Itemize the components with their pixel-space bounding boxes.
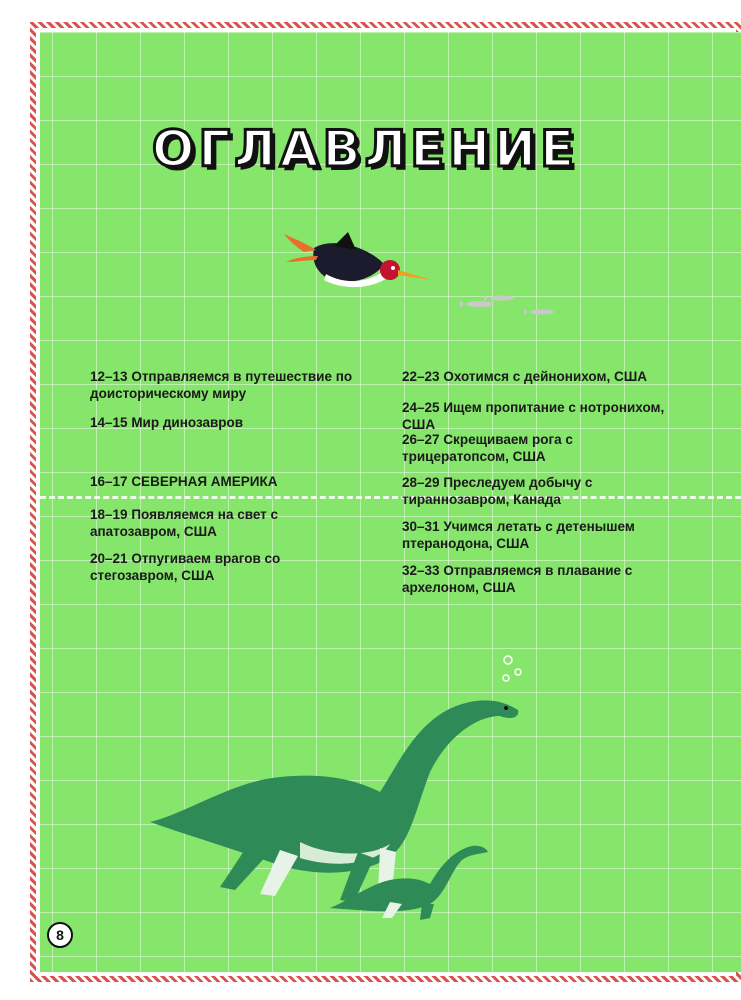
toc-pages: 24–25 [402, 400, 440, 415]
toc-pages: 22–23 [402, 369, 440, 384]
toc-pages: 30–31 [402, 519, 440, 534]
toc-text: Охотимся с дейнонихом, США [443, 369, 648, 384]
toc-entry[interactable] [90, 506, 370, 540]
toc-text: Отправляемся в плавание с архелоном, США [402, 563, 633, 595]
page-number: 8 [47, 922, 73, 948]
toc-entry[interactable] [90, 414, 370, 431]
toc-pages: 20–21 [90, 551, 128, 566]
toc-text: Ищем пропитание с нотронихом, США [402, 400, 665, 432]
fish-illustration [460, 290, 560, 322]
toc-text: Отпугиваем врагов со стегозавром, США [90, 551, 281, 583]
toc-entry[interactable] [402, 474, 682, 508]
toc-entry[interactable] [90, 368, 370, 402]
toc-text: СЕВЕРНАЯ АМЕРИКА [131, 474, 278, 489]
toc-entry[interactable] [90, 550, 370, 584]
toc-text: Мир динозавров [131, 415, 244, 430]
toc-entry[interactable] [402, 431, 682, 465]
toc-pages: 28–29 [402, 475, 440, 490]
toc-entry[interactable] [402, 399, 682, 433]
toc-pages: 16–17 [90, 474, 128, 489]
toc-section-heading[interactable] [90, 473, 370, 490]
bird-illustration [274, 228, 454, 300]
toc-pages: 26–27 [402, 432, 440, 447]
toc-text: Скрещиваем рога с трицератопсом, США [402, 432, 573, 464]
toc-entry[interactable] [402, 562, 682, 596]
toc-text: Отправляемся в путешествие по доисторическому миру [90, 369, 353, 401]
page-content [40, 32, 741, 972]
toc-pages: 14–15 [90, 415, 128, 430]
toc-entry[interactable] [402, 368, 682, 385]
toc-pages: 12–13 [90, 369, 128, 384]
page-title: ОГЛАВЛЕНИЕ [151, 120, 579, 178]
plesiosaur-small-illustration [330, 810, 490, 920]
toc-pages: 18–19 [90, 507, 128, 522]
toc-text: Появляемся на свет с апатозавром, США [90, 507, 279, 539]
toc-pages: 32–33 [402, 563, 440, 578]
toc-entry[interactable] [402, 518, 682, 552]
toc-text: Преследуем добычу с тираннозавром, Канада [402, 475, 593, 507]
toc-text: Учимся летать с детенышем птеранодона, США [402, 519, 635, 551]
